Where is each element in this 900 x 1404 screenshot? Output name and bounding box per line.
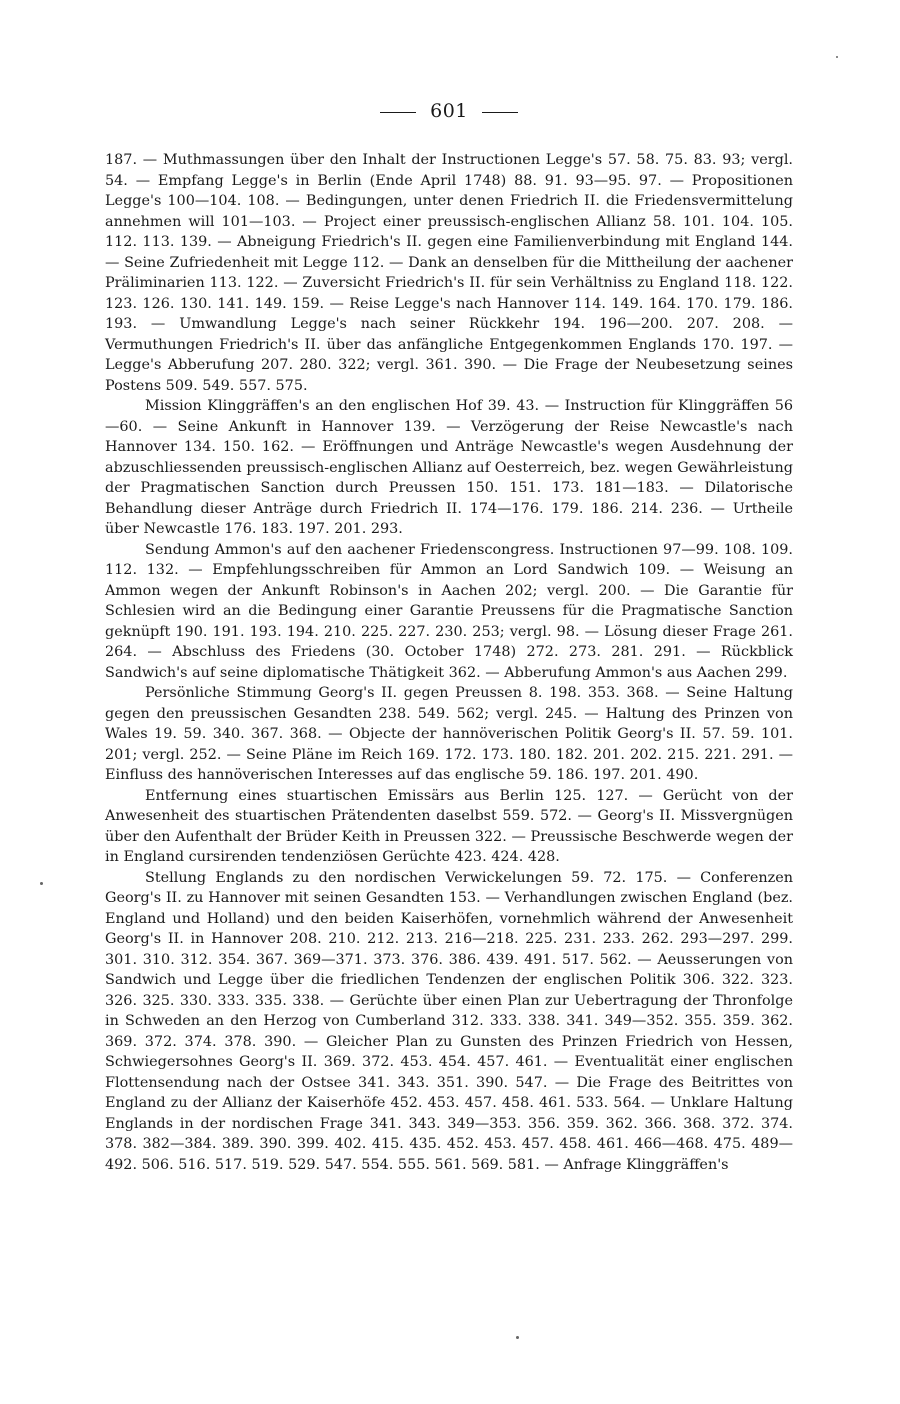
index-page bbox=[105, 100, 793, 1175]
header-rule-left bbox=[380, 112, 416, 113]
index-entry-klinggraeffen: Mission Klinggräffen's an den englischen Hof 39. 43. — Instruction für Klinggräffen 56—60. — Seine Ankunft in Hannover 139. — Verzögerung der Reise Newcastle's nach Hannover 134. 150. 162. — Eröffnungen und Anträge Newcastle's wegen Ausdehnung der abzuschliessenden preussisch-englischen Allianz auf Oesterreich, bez. wegen Gewährleistung der Pragmatischen Sanction durch Preussen 150. 151. 173. 181—183. — Dilatorische Behandlung dieser Anträge durch Friedrich II. 174—176. 179. 186. 214. 236. — Urtheile über Newcastle 176. 183. 197. 201. 293. bbox=[105, 398, 793, 537]
index-entry-georg: Persönliche Stimmung Georg's II. gegen Preussen 8. 198. 353. 368. — Seine Haltung gegen den preussischen Gesandten 238. 549. 562; vergl. 245. — Haltung des Prinzen von Wales 19. 59. 340. 367. 368. — Objecte der hannöverischen Politik Georg's II. 57. 59. 101. 201; vergl. 252. — Seine Pläne im Reich 169. 172. 173. 180. 182. 201. 202. 215. 221. 291. — Einfluss des hannöverischen Interesses auf das englische 59. 186. 197. 201. 490. bbox=[105, 685, 793, 783]
page-header bbox=[105, 100, 793, 122]
index-entry-nordic: Stellung Englands zu den nordischen Verwickelungen 59. 72. 175. — Conferenzen Georg's II. zu Hannover mit seinen Gesandten 153. — Verhandlungen zwischen England (bez. England und Holland) und den beiden Kaiserhöfen, vornehmlich während der Anwesenheit Georg's II. in Hannover 208. 210. 212. 213. 216—218. 225. 231. 233. 262. 293—297. 299. 301. 310. 312. 354. 367. 369—371. 373. 376. 386. 439. 491. 517. 562. — Aeusserungen von Sandwich und Legge über die friedlichen Tendenzen der englischen Politik 306. 322. 323. 326. 325. 330. 333. 335. 338. — Gerüchte über einen Plan zur Uebertragung der Thronfolge in Schweden an den Herzog von Cumberland 312. 333. 338. 341. 349—352. 355. 359. 362. 369. 372. 374. 378. 390. — Gleicher Plan zu Gunsten des Prinzen Friedrich von Hessen, Schwiegersohnes Georg's II. 369. 372. 453. 454. 457. 461. — Eventualität einer englischen Flottensendung nach der Ostsee 341. 343. 351. 390. 547. — Die Frage des Beitrittes von England zu der Allianz der Kaiserhöfe 452. 453. 457. 458. 461. 533. 564. — Unklare Haltung Englands in der nordischen Frage 341. 343. 349—353. 356. 359. 362. 366. 368. 372. 374. 378. 382—384. 389. 390. 399. 402. 415. 435. 452. 453. 457. 458. 461. 466—468. 475. 489—492. 506. 516. 517. 519. 529. 547. 554. 555. 561. 569. 581. — Anfrage Klinggräffen's bbox=[105, 869, 793, 1173]
scan-speck bbox=[836, 56, 838, 58]
page-number: 601 bbox=[430, 100, 468, 122]
index-entry-ammon: Sendung Ammon's auf den aachener Friedenscongress. Instructionen 97—99. 108. 109. 112. 132. — Empfehlungsschreiben für Ammon an Lord Sandwich 109. — Weisung an Ammon wegen der Ankunft Robinson's in Aachen 202; vergl. 200. — Die Garantie für Schlesien wird an die Bedingung einer Garantie Preussens für die Pragmatische Sanction geknüpft 190. 191. 193. 194. 210. 225. 227. 230. 253; vergl. 98. — Lösung dieser Frage 261. 264. — Abschluss des Friedens (30. October 1748) 272. 273. 281. 291. — Rückblick Sandwich's auf seine diplomatische Thätigkeit 362. — Abberufung Ammon's aus Aachen 299. bbox=[105, 541, 793, 681]
index-entry-legge: 187. — Muthmassungen über den Inhalt der Instructionen Legge's 57. 58. 75. 83. 93; vergl. 54. — Empfang Legge's in Berlin (Ende April 1748) 88. 91. 93—95. 97. — Propositionen Legge's 100—104. 108. — Bedingungen, unter denen Friedrich II. die Friedensvermittelung annehmen will 101—103. — Project einer preussisch-englischen Allianz 58. 101. 104. 105. 112. 113. 139. — Abneigung Friedrich's II. gegen eine Familienverbindung mit England 144. — Seine Zufriedenheit mit Legge 112. — Dank an denselben für die Mittheilung der aachener Präliminarien 113. 122. — Zuversicht Friedrich's II. für sein Verhältniss zu England 118. 122. 123. 126. 130. 141. 149. 159. — Reise Legge's nach Hannover 114. 149. 164. 170. 179. 186. 193. — Umwandlung Legge's nach seiner Rückkehr 194. 196—200. 207. 208. — Vermuthungen Friedrich's II. über das anfängliche Entgegenkommen Englands 170. 197. — Legge's Abberufung 207. 280. 322; vergl. 361. 390. — Die Frage der Neubesetzung seines Postens 509. 549. 557. 575. bbox=[105, 152, 793, 394]
scan-speck bbox=[40, 882, 43, 885]
header-rule-right bbox=[482, 112, 518, 113]
scan-speck bbox=[516, 1336, 519, 1339]
index-entry-stuart: Entfernung eines stuartischen Emissärs aus Berlin 125. 127. — Gerücht von der Anwesenheit des stuartischen Prätendenten daselbst 559. 572. — Georg's II. Missvergnügen über den Aufenthalt der Brüder Keith in Preussen 322. — Preussische Beschwerde wegen der in England cursirenden tendenziösen Gerüchte 423. 424. 428. bbox=[105, 787, 793, 865]
